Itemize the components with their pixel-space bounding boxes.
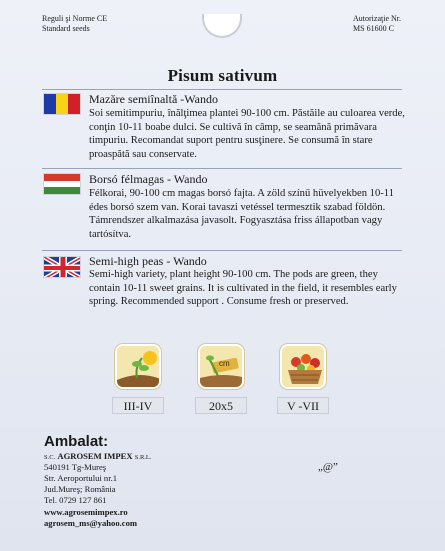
spacing-label: 20x5 <box>195 397 247 414</box>
section-title-ro: Mazăre semiînaltă -Wando <box>89 92 218 106</box>
sowing-time-icon <box>115 344 161 389</box>
section-title-hu: Borsó félmagas - Wando <box>89 172 208 186</box>
uk-flag-graphic <box>44 257 81 278</box>
street-line: Str. Aeroportului nr.1 <box>44 473 118 483</box>
phone-line: Tel. 0729 127 861 <box>44 495 107 505</box>
standards-line: Reguli şi Norme CE <box>42 14 108 23</box>
section-text-en: Semi-high variety, plant height 90-100 cm. The pods are green, they contain 10-11 sweet grains. It is cultivated in the field, it resembles early spring. Recommended support . Consume fresh or preserved. <box>89 269 397 308</box>
authorization-header <box>353 14 401 34</box>
company-prefix: S.C. <box>44 454 56 461</box>
section-title-en: Semi-high peas - Wando <box>89 254 207 268</box>
section-text-ro: Soi semitimpuriu, înălţimea plantei 90-100 cm. Păstăile au culoarea verde, conţin 10-11 boabe dulci. Se cultivă în câmp, se seamănă primăvara timpuriu. Recomandat suport pentru susţinere. Se consumă în stare proaspătă sau conservate. <box>89 108 405 160</box>
divider <box>42 168 402 169</box>
spacing-icon <box>198 344 244 389</box>
authorization-line: Autorizaţie Nr. <box>353 14 401 23</box>
company-main: AGROSEM IMPEX <box>57 451 133 461</box>
harvest-graphic <box>282 346 326 389</box>
spacing-unit: cm <box>219 359 230 368</box>
divider <box>42 89 402 90</box>
harvest-label: V -VII <box>277 397 329 414</box>
sowing-time-graphic <box>117 346 161 389</box>
divider <box>42 250 402 251</box>
hungary-flag <box>43 173 81 195</box>
standards-line: Standard seeds <box>42 24 90 33</box>
product-title: Pisum sativum <box>167 66 278 85</box>
copyright-mark: „@” <box>318 461 338 473</box>
county-line: Jud.Mureş; România <box>44 484 116 494</box>
harvest-icon <box>280 344 326 389</box>
standards-header <box>42 14 107 34</box>
company-suffix: S.R.L. <box>134 454 152 461</box>
uk-flag <box>43 256 81 278</box>
authorization-number: MS 61600 C <box>353 24 394 33</box>
section-text-hu: Félkorai, 90-100 cm magas borsó fajta. A zöld színű hüvelyekben 10-11 édes borsó szem van. Korai tavaszi vetéssel termesztik szabad földön. Támrendszer alkalmazása javasolt. Fogyasztása friss állapotban vagy tartósítva. <box>89 188 394 240</box>
website-link[interactable]: www.agrosemimpex.ro <box>44 507 128 517</box>
romania-flag <box>43 93 81 115</box>
packaging-title: Ambalat: <box>44 433 109 450</box>
sowing-time-label: III-IV <box>112 397 164 414</box>
email-link[interactable]: agrosem_ms@yahoo.com <box>44 518 138 528</box>
postal-line: 540191 Tg-Mureş <box>44 462 107 472</box>
hang-hole <box>202 14 242 38</box>
